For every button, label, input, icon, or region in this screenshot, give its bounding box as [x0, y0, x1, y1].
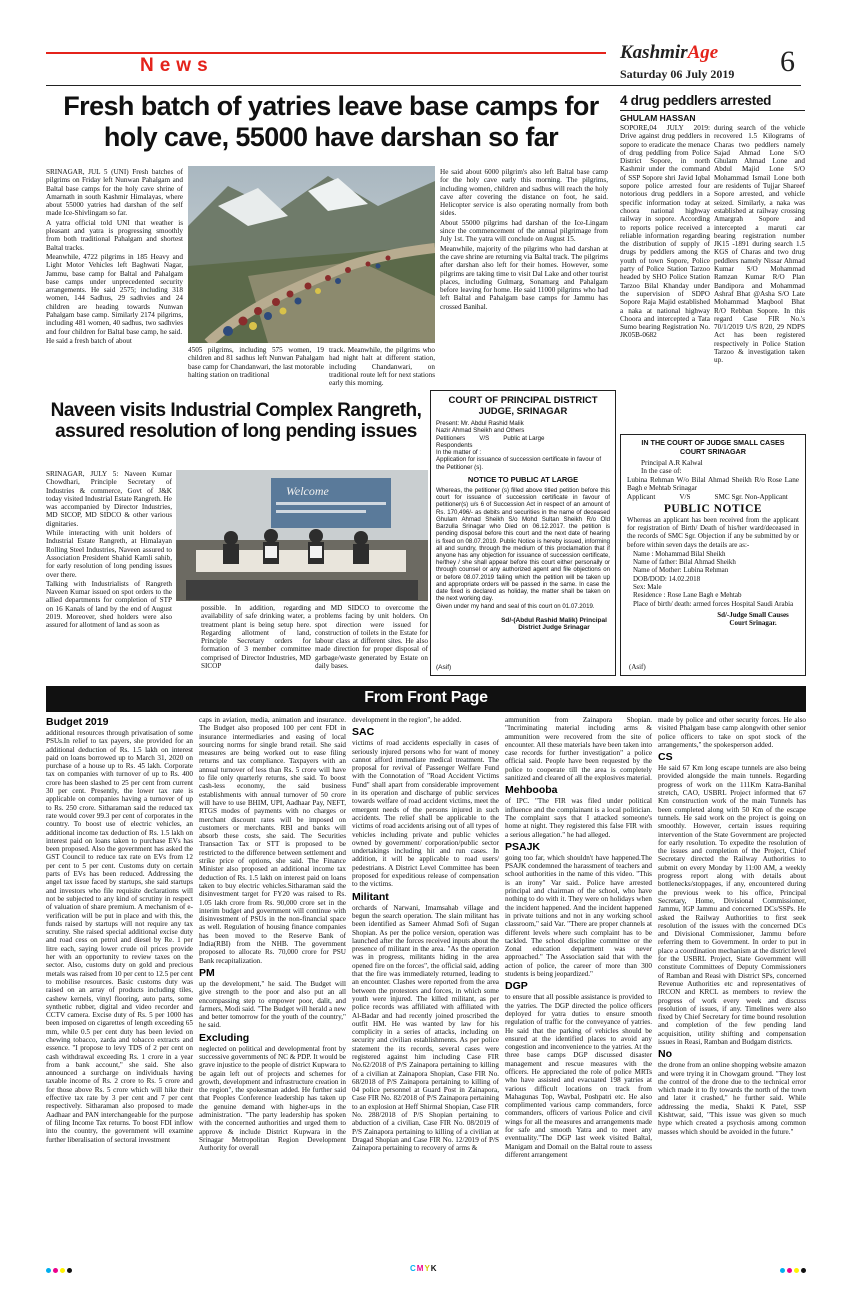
- yellow-dot: [60, 1268, 65, 1273]
- lead-para: He said a fresh batch of about: [46, 336, 132, 345]
- naveen-para: Talking with Industrialists of Rangreth Naveen Kumar issued on spot orders to the allied departments for completion of STP on 16 Kanals of land by the end of August 2019. Moreover, shed holders were also assured for allotment of land as soon as: [46, 579, 172, 630]
- notice-present: Present: Mr. Abdul Rashid Malik: [436, 420, 524, 427]
- notice-given: Given under my hand and seal of this court on 01.07.2019.: [436, 603, 595, 611]
- budget-heading: Budget 2019: [46, 716, 109, 728]
- excluding-heading: Excluding: [199, 1031, 250, 1044]
- dgp-text-cont: made by police and other security forces. He also visited Phalgam base camp alongwith other senior police officers to take on spot stock of the arrangements," the spokesperson added.: [658, 716, 806, 749]
- pm-text: up the development," he said. The Budget will give strength to the poor and also put an all encompassing step to empower poor, dalit, and farmers, Modi said. "The Budget will herald a new and better tomorrow for the youth of the country," he said.: [199, 979, 346, 1030]
- notice-vs: V/S: [479, 434, 490, 442]
- notice2-applicant: Applicant: [627, 492, 656, 501]
- excluding-text: neglected on political and developmental front by successive governments of NC & PDP. It would be grave injustice to the people of district Kupwara to be again left out of projects and schemes for growth, development and infrastructure creation in the region", the spokesman added. He further said that Peoples Conference leadership has taken up the genuine demand with higher-ups in the administration. "The party leadership has spoken with the concerned authorities and urged them to approve & include District Kupwara in the Srinagar Metropolitan Region Development Authority for overall: [199, 1044, 346, 1153]
- cmyk-label: [410, 1264, 438, 1273]
- militant-heading: Militant: [352, 890, 389, 903]
- bottom-col5: [658, 716, 806, 1256]
- notice2-asif: (Asif): [629, 663, 646, 671]
- notice2-body: Whereas an applicant has been received from the applicant for registration of Birth/ Death of his/her ward/deceased in the records of SMC Sgr. Objection if any be submitted by or before within seven days the details are as:-: [627, 516, 799, 549]
- registration-marks-left: [46, 1268, 72, 1273]
- section-label: News: [140, 55, 214, 76]
- lead-under-photo-b: track. Meanwhile, the pilgrims who had night halt at different station, including Chandanwari, on traditional route left for next stations early this morning.: [329, 346, 435, 388]
- naveen-col1: [46, 470, 172, 704]
- notice2-public-notice: PUBLIC NOTICE: [663, 503, 763, 516]
- budget-text-cont: caps in aviation, media, animation and insurance. The Budget also proposed 100 per cent FDI in insurance intermediaries and easing of local sourcing norms for single brand retail. She said measures are being worked out to ease filing returns and tax compliance. Taxpayers with an annual turnover of less than Rs. 5 crore will have to file only quarterly returns, she said. To boost cash-less economy, the said business establishments with annual turnover of 50 crore will have to use BHIM, UPI, Aadhaar Pay, NEFT, RTGS modes of payments with no charges or merchant discount rates will be imposed on customers or merchants. RBI and banks will absorb these costs, she said. The Securities Transaction Tax or STT is proposed to be restricted to the difference between settlement and strike price of options, she said. The Finance Minister also proposed an additional income tax deduction of Rs. 1.5 lakh on interest paid on loans taken to buy electric vehicles.Sitharaman said the disinvestment target for FY20 was raised to Rs. 1.05 lakh crore from Rs. 90,000 crore set in the interim budget and government will continue with disinvestment of PSUs in the non-financial space as well. Regulation of housing finance companies has been moved to the Reserve Bank of India(RBI) from the NHB. The government proposed to allocate Rs. 70,000 crore for PSU Bank recapitalization.: [199, 716, 346, 965]
- budget-text: additional resources through privatisation of some PSUs.In relief to tax payers, she provided for an additional deduction of Rs. 1.5 lakh on interest paid on loans borrowed up to March 31, 2020 on purchase of a house up to Rs. 45 lakh. Corporate tax on companies with turnover of up to Rs. 400 crore has been slashed to 25 per cent from current 30 per cent. Presently, the lower tax rate is applicable on companies having a turnover of up to Rs. 250 crore. Sitharaman said the reduced tax rate would cover 99.3 per cent of corporates in the country. To boost use of electric vehicles, an additional income tax deduction of Rs. 1.5 lakh on interest paid on loans taken to purchase EVs has been proposed. Also the government has asked the GST Council to reduce tax rate on EVs from 12 per cent to 5 per cent. Customs duty on certain parts of EVs has been reduced. Addressing the angel tax issue faced by startups, she said startups and investors who file requisite declarations will not be subjected to any kind of scrutiny in respect of valuation of share premium. A mechanism of e-verification will be put in place and with this, the funds raised by startups will not require any tax scrutiny. She raised special additional excise duty and road cess on petrol and diesel by Re. 1 per litre each, saying lower crude oil prices provide her with an opportunity to review taxes on the sector. Also, customs duty on gold and precious metals was raised from 10 per cent to 12.5 per cent to mobilise resources. Basic customs duty was raised on an array of products including tiles, cashew kernels, vinyl flooring, auto parts, some synthetic rubber, digital and video recorder and CCTV camera. Excise duty of Rs. 5 per 1000 has been imposed on cigarettes of length exceeding 65 mm, while 0.5 per cent duty has been levied on chewing tobacco, zarda and tobacco extracts and essence. "I propose to levy TDS of 2 per cent on cash withdrawal exceeding Rs. 1 crore in a year from a bank account," she said. She also announced a surcharge on individuals having taxable income of Rs. 2 crore to Rs. 5 crore and for those above Rs. 5 crore which will hike their effective tax rate by 3 per cent and 7 per cent respectively. Sitharaman also proposed to made Aadhaar and PAN interchangeable for the purpose of filing Income Tax returns. To boost FDI inflow into the country, the government will examine further liberalisation of sectoral investment: [46, 729, 193, 1144]
- notice-title: COURT OF PRINCIPAL DISTRICT JUDGE, SRINAGAR: [448, 395, 598, 417]
- banner-text: Welcome: [286, 484, 329, 498]
- notice2-title: IN THE COURT OF JUDGE SMALL CASES COURT SRINAGAR: [641, 438, 785, 456]
- naveen-headline: Naveen visits Industrial Complex Rangreth, assured resolution of long pending issues: [50, 400, 422, 442]
- notice2-field: Residence : Rose Lane Bagh e Mehtab: [633, 591, 742, 600]
- notice2-field: DOB/DOD: 14.02.2018: [633, 574, 701, 583]
- drug-story-col1: SOPORE,04 JULY 2019: Drive against drug peddlers in sopore to eradicate the menace of drug peddling from Police District Sopore, in north Kashmir under the command of SSP Sopore shri Javid Iqbal sopore police arrested four notorious drug peddlers in a specific information today at choora national highway railway in sopore. According to reports police received a reliable information regarding the distribution of supply of drugs by peddlers among the youth of town Sopore, Police party of Police Station Tarzoo headed by SHO Police Station Tarzoo Bilal Khanday under the supervision of SDPO Sopore Raja Majid established a naka at national highway Choora and intercepted a Tata Sumo bearing Registration No. JK05B-0682: [620, 124, 710, 340]
- header-rule-bottom: [46, 85, 801, 86]
- cyan-dot: [46, 1268, 51, 1273]
- notice-asif: (Asif): [436, 664, 452, 671]
- mehbooba-heading: Mehbooba: [505, 784, 558, 797]
- masthead-brand-accent: Age: [687, 42, 719, 63]
- no-heading: No: [658, 1048, 672, 1061]
- notice-application: Application for issuance of succession certificate in favour of the Petitioner (s).: [436, 456, 602, 471]
- cyan-dot: [780, 1268, 785, 1273]
- dgp-heading: DGP: [505, 980, 528, 993]
- yellow-dot: [794, 1268, 799, 1273]
- lead-under-photo-a: 4505 pilgrims, including 575 women, 19 children and 81 sadhus left Nunwan Pahalgam base camp for Chandanwari, the last motorable halting station on traditional: [188, 346, 324, 379]
- notice2-presiding: Principal A.R Kalwal: [641, 459, 703, 467]
- notice2-signature: Sd/-Judge Small Causes Court Srinagar.: [717, 610, 789, 628]
- notice-public: Public at Large: [503, 434, 545, 442]
- sac-text: victims of road accidents especially in cases of seriously injured persons who for want of money cannot afford immediate medical treatment. The proposal for revival of Passenger Welfare Fund with the Connotation of "Road Accident Victims Fund" shall apart from considerable improvement in its operation and discharge of public services towards welfare of road accident victims, meet the emergent needs of the persons injured in such accidents. The relief shall be applicable to the victims of road accidents arising out of all types of vehicles including private and public vehicles owned by government/ corporation/public sector undertakings including hit and run cases. In addition, it will be applicable to road users/ pedestrians. A District Level Committee has been proposed for expeditious release of compensation to the victims.: [352, 739, 499, 889]
- no-text: the drone from an online shopping website amazon and were trying it in Chowgam ground. "They lost the control of the drone due to the technical error which made it to fly towards the north of the town and later it crashed," he further said. While addressing the media, Shakti K Patel, SSP Kishtwar, said, "This issue was given so much hype which created a psychosis among common masses which should be avoided in the future.": [658, 1061, 806, 1136]
- excluding-text-cont: development in the region", he added.: [352, 716, 462, 724]
- notice-petitioners: Petitioners: [436, 434, 466, 442]
- notice2-field: Name of father: Bilal Ahmad Sheikh: [633, 558, 736, 567]
- registration-marks-right: [780, 1268, 806, 1273]
- notice2-vs: V/S: [679, 492, 691, 501]
- notice2-field: Place of birth/ death: armed forces Hospital Saudi Arabia: [633, 599, 794, 608]
- meeting-photo-icon: [176, 470, 428, 601]
- page-number: 6: [780, 45, 795, 78]
- notice-parties-row: [436, 435, 610, 442]
- notice-matter: In the matter of :: [436, 449, 482, 457]
- bottom-col3: [352, 716, 499, 1256]
- notice2-lubina: Lubina Rehman W/o Bilal Ahmad Sheikh R/o Rose Lane Bagh e Mehtab Srinagar: [627, 475, 799, 493]
- black-dot: [67, 1268, 72, 1273]
- lead-para: Meanwhile, majority of the pilgrims who had darshan at the cave shrine are returning via Baltal track. The pilgrims after darshan also left for their homes. However, some pilgrims are taking time to visit Dal Lake and other tourist places, including Gulmarg, Sonamarg and Pahalgam before leaving for home. He said 11000 pilgrims who had left Baltal and Pahalgam base camps for Jammu has crossed Banihal.: [440, 244, 608, 311]
- lead-para: SRINAGAR, JUL 5 (UNI) Fresh batches of pilgrims on Friday left Nunwan Pahalgam and Baltal base camps for the holy cave shrine of Amarnath in south Kashmir Himalayas, where about 55000 yatries had darshan of the self made Ice-Shivlingam so far.: [46, 168, 183, 218]
- black-dot: [801, 1268, 806, 1273]
- notice-respondents: Respondents: [436, 441, 473, 449]
- dgp-text: to ensure that all possible assistance is provided to the yatries. The DGP directed the police officers deployed for yatra duties to ensure smooth regulation of traffic for the conveyance of yatries. He said that the parking of vehicles should be ensured at the identified places to avoid any congestion and inconvenience to the yatries. At the three base camps DGP discussed disaster management and rescue measures with the officers. He appreciated the role of police MRTs who have assisted and evacuated 198 yatries at various difficult locations on track from Mahagunas Top, Wavbal, Poshpatri etc. He also complimented various camp commanders, force commanders, officers of various Police and civil wings for all the measures and arrangements made for safe and smooth Yatra and to meet any eventuality."The DGP last week visited Baltal, Manigam and Domail on the Baltal route to assess different arrangement: [505, 993, 652, 1159]
- naveen-para: SRINAGAR, JULY 5: Naveen Kumar Chowdhari, Principle Secretary of Industries & commerce, Govt of J&K today visited Industrial Estate Rangreth. He was accompanied by Director Industries, MD SICOP, MD SIDCO & other various dignitaries.: [46, 470, 172, 528]
- notice2-parties: [627, 493, 799, 501]
- front-page-banner-text: From Front Page: [364, 689, 488, 706]
- mehbooba-text: of IPC. "The FIR was filed under political influence and the complainant is a local politician. The complaint says that I attacked someone's home at night. They registered this false FIR with a serious allegation." he had alleged.: [505, 797, 652, 839]
- lead-story-col1: [46, 168, 183, 393]
- lead-para: He said about 6000 pilgrim's also left Baltal base camp for the holy cave early this morning. The pilgrims, including women, children and sadhus will reach the holy cave after covering the distance on foot, he said. Helicopter service is also operating normally from both sides.: [440, 168, 608, 218]
- notice2-field: Sex: Male: [633, 583, 662, 592]
- masthead-brand: Kashmir: [620, 42, 688, 63]
- notice-nazir: Nazir Ahmad Sheikh and Others: [436, 427, 525, 435]
- naveen-para: While interacting with unit holders of Industrial Estate Rangreth, at Himalayan Rolling Steel Industries, Naveen assured to Association President Shahid Kamli sahib, for early resolution of long pending issues over there.: [46, 529, 172, 579]
- front-page-banner: [46, 686, 806, 712]
- cs-text: He said 67 Km long escape tunnels are also being provided alongside the main tunnels. Regarding progress of work on the 111Km Katra-Banihal stretch, CAO, USBRL Project informed that 67 Km construction work of the main Tunnels has been completed along with 50 Km of the escape tunnels. He said work on the project is going on smoothly. However, certain issues requiring intervention of the State Government are projected for early resolution. To expedite the resolution of the issues and completion of the Project, Chief Secretary directed the Railway Authorities to submit on every Monday by 11:00 AM, a weekly progress report along with details about bottlenecks/stoppages, if any, encountered during the previous week to his office, Principal Secretary, Home, Divisional Commissioner, Jammu, IGP Jammu and concerned DCs/SSPs. He asked the Railway Authorities to first seek resolution of the issues with the concerned DCs and Divisional Commissioner, Jammu before referring them to Government. In order to put in place a coordination mechanism at the district level for the USBRL Project, State Government will constitute Committees of Deputy Commissioners of Ramban and Reasi with District SPs, concerned Revenue Authorities etc and representatives of IRCON and KRCL as members to review the progress of work every week and discuss resolution of issues, if any. Timelines were also fixed by Chief Secretary for time bound resolution and completion of the few pending land acquisition, utility shifting and compensation issues in Reasi, Ramban and Budgam districts.: [658, 764, 806, 1046]
- militant-text: orchards of Narwani, Imamsahab village and begun the search operation. The slain militant has been identified as Sameer Ahmad Sofi of Sugan Shopian. As per the police version, operation was launched after the forces received inputs about the presence of militant in the area. "As the operation was in progress, militants hiding in the area opened fire on the forces", the official said, adding that the fire was immediately returned, leading to an encounter. Clashes were reported from the area between the protestors and forces, in which some youth were injured. The killed militant, as per police records was affiliated with affiliated with Al-Badar and had recently joined proscribed the outfit HM. He was wanted by law for his complicity in a series of attacks, including on security and civilian establishments. As per police statement the its records, several cases were registered against him including Case FIR No.62/2018 of P/S Zainapora pertaining to killing of a civilian at Zainapora Shopian, Case FIR No. 68/2018 of P/S Zainapora pertaining to killing of 04 police personnel at Guard Post in Zainapora, Case FIR No. 82/2018 of P/S Zainapora pertaining to an explosion at Heff Shirmal Shopian, Case FIR No. 288/2018 of P/S Shopian pertaining to abduction of a civilian, Case FIR No. 08/2019 of P/S Zainapora pertaining to killing of a civilian at Dragad Shopian and Case FIR No. 12/2019 of P/S Zainapora pertaining to recovery of arms &: [352, 903, 499, 1153]
- drug-byline: GHULAM HASSAN: [620, 113, 696, 123]
- lead-para: A yatra official told UNI that weather is pleasant and yatra is progressing smoothly from both traditional Pahalgam and shortest Baltal tracks.: [46, 218, 183, 252]
- notice2-field: Name of Mother: Lubina Rehman: [633, 566, 729, 575]
- bottom-col4: [505, 716, 652, 1256]
- lead-story-col3: [440, 168, 608, 394]
- bottom-col2: [199, 716, 346, 1256]
- cmyk-text: CMYK: [410, 1264, 438, 1273]
- naveen-col2: possible. In addition, regarding availability of safe drinking water, a treatment plant is being setup here. Regarding allotment of land, Principle Secretary orders for formation of 3 member committee comprised of Director Industries, MD SICOP: [201, 604, 311, 671]
- court-notice-small-causes: [620, 434, 806, 676]
- lead-headline: Fresh batch of yatries leave base camps for holy cave, 55000 have darshan so far: [63, 91, 599, 152]
- sac-heading: SAC: [352, 726, 375, 739]
- notice-body: Whereas, the petitioner (s) filled above titled petition before this court for issuance of succession certificate in favour of petitioner(s) u/s 6 of Succession Act in respect of an amount of Rs. 170,496/- as debits and securities in the name of deceased Ghulam Ahmad Sheikh S/o Mohd Sultan Sheikh R/o Old Barzulla Srinagar who Died on 06.12.2017. the petition is pending disposal before this court and the next date of hearing is fixed on 08.07.2019. Public Notice is hereby issued, informing all and sundry, through the medium of this proclamation that if anyone has any objection for issuance of succession certificate, he/they / she shall appear before this court either personally or through counsel or any authorized agent and file objections on or before 08.07.2019 failing which the petition will be taken up and appropriate orders will be passed in the same. In case the date fixed is declared as holiday, the matter shall be taken on the next working day.: [436, 487, 610, 603]
- militant-text-cont: ammunition from Zainapora Shopian. "Incriminating material including arms & ammunition were recovered from the site of encounter. All these materials have been taken into case records for further investigation" a police official said. People have been requested by the police to cooperate till the area is completely sanitized and cleared of all the explosives material.: [505, 716, 652, 783]
- notice2-smc: SMC Sgr. Non-Applicant: [714, 492, 788, 501]
- magenta-dot: [787, 1268, 792, 1273]
- naveen-meeting-photo: [176, 470, 428, 601]
- mountain-photo-icon: [188, 166, 435, 343]
- notice2-field: Name : Mohammad Bilal Sheikh: [633, 549, 726, 558]
- header-rule-top: [46, 52, 606, 54]
- drug-headline: 4 drug peddlers arrested: [620, 93, 772, 108]
- lead-para: Meanwhile, 4722 pilgrims in 185 Heavy and Light Motor Vehicles left Baghwati Nagar, Jammu, base camp for Baltal and Pahalgam base camps under unprecedented security arrangements. He said 2575; including 318 women, 144 Sadhus, 29 sadhvies and 24 children are heading towards Nunwan Pahalgam base camp. Similarly 2174 pilgrims, including 481 women, 40 sadhus, two sadhvies and four children for Baltal base camp, he said.: [46, 252, 183, 336]
- pm-heading: PM: [199, 966, 215, 979]
- notice-heading: NOTICE TO PUBLIC AT LARGE: [467, 475, 579, 485]
- notice-signature: Sd/-(Abdul Rashid Malik) Principal District Judge Srinagar: [501, 616, 607, 632]
- psajk-heading: PSAJK: [505, 840, 541, 853]
- naveen-col3: and MD SIDCO to overcome the problems facing by unit holders. On spot direction were issued for construction of toilets in the Estate for labour class at different sites. He also made direction for proper disposal of garbage/waste generated by Estate on daily bases.: [315, 604, 428, 671]
- amarnath-yatra-photo: [188, 166, 435, 343]
- drug-story-col2: during search of the vehicle recovered 1.5 Kilograms of Charas two peddlers namely Sajad Ahmad Lone S/O Ghulam Ahmad Lone and Abdul Majid Lone S/O Mohammad Ismail Lone both are residents of Tujjar Shareef Sopore arrested, and vehicle seized. Similarly, a naka was established at railway crossing Amargrah Sopore and intercepted a maruti car bearing registration number JK15 -1891 during search 1.5 KGS of Charas and two drug peddlers namely Nissar Ahmad Kumar S/O Mohammad Ramzan Kumar R/O Plan Bandipora and Mohammad Ashraf Bhat @Asha S/O Late Mohammad Maqbool Bhat R/O Rebban Sopore. In this regard Case FIR No.'s 70/1/2019 U/S 8/20, 29 NDPS Act has been registered respectively in Police Station Tarzoo & investigation taken up.: [714, 124, 805, 365]
- cs-heading: CS: [658, 751, 673, 764]
- drug-rule: [620, 110, 805, 111]
- bottom-col1: [46, 716, 193, 1256]
- magenta-dot: [53, 1268, 58, 1273]
- lead-para: About 55000 pilgrims had darshan of the Ice-Lingam since the commencement of the annual pilgrimage from July 1st. The yatra will conclude on August 15.: [440, 218, 608, 244]
- dateline: Saturday 06 July 2019: [620, 67, 735, 81]
- psajk-text: going too far, which shouldn't have happened.The PSAJK condemned the harassment of teachers and school authorities in the name of this video. "This is an irony" Var said.. Police have arrested principal and chairman of the school, who have nothing to do with it. They were on holidays when the incident happened. And the incident happened in private tuitions and not in any working school classroom," said Var. "There are proper channels at different levels where such complaint has to be tackled. The school discipline committee or the Zonal education department was never approached." The Association said that with the action of police, the career of more than 300 students is being jeopardized.": [505, 853, 652, 979]
- court-notice-principal-judge: [430, 390, 616, 676]
- notice2-case: In the case of:: [641, 467, 682, 476]
- masthead: [620, 42, 718, 64]
